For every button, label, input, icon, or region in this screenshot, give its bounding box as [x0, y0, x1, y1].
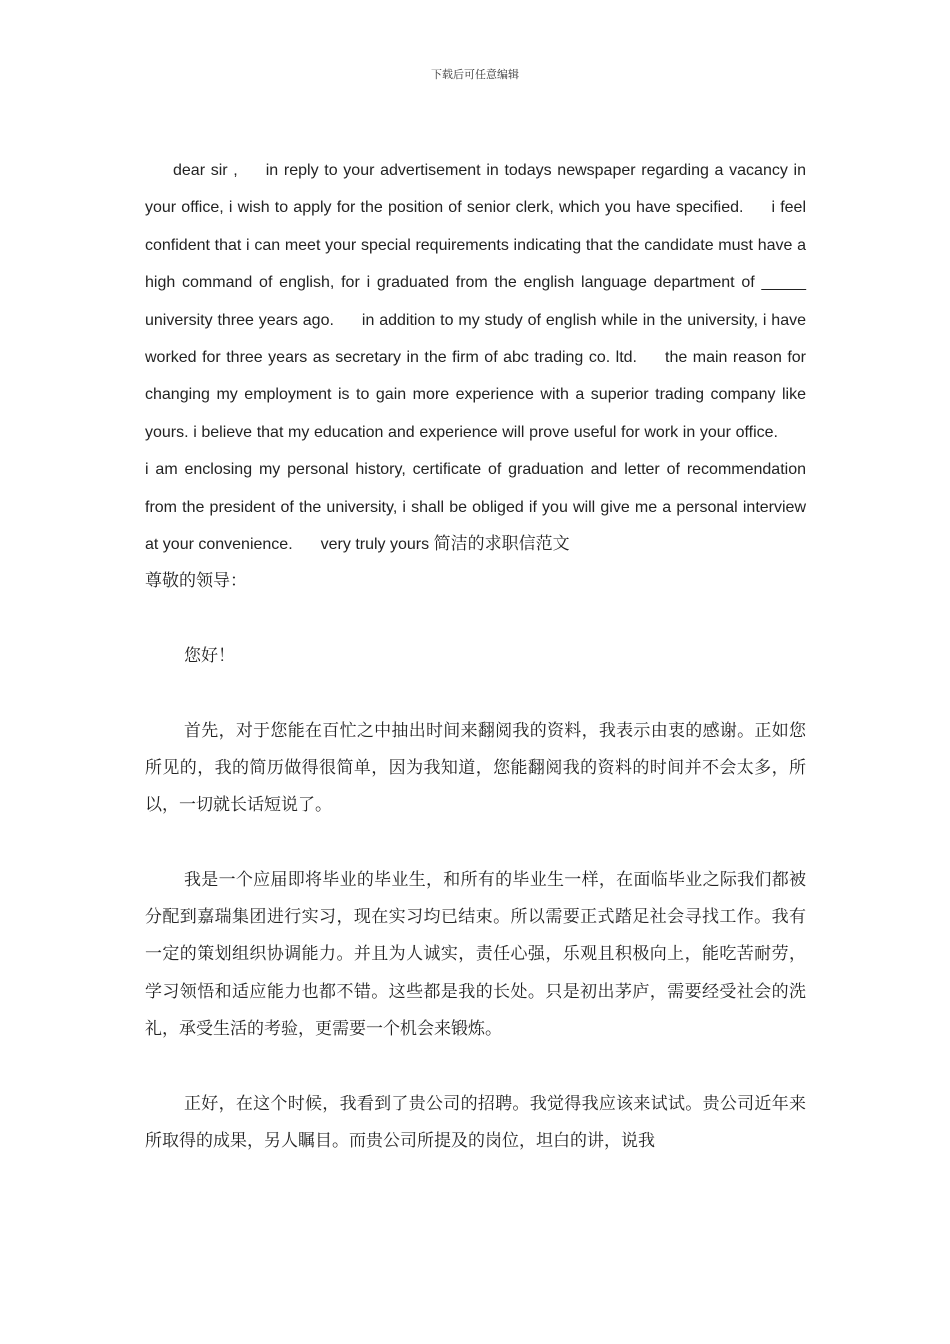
- chinese-paragraph-1: 首先，对于您能在百忙之中抽出时间来翻阅我的资料，我表示由衷的感谢。正如您所见的，我的简历做得很简单，因为我知道，您能翻阅我的资料的时间并不会太多，所以，一切就长话短说了。: [145, 720, 806, 816]
- english-greeting: dear sir ,: [173, 162, 238, 179]
- english-sentence-1: in reply to your advertisement in todays newspaper regarding a vacancy in your office, i wish to apply for the position of senior clerk, which you have specified.: [145, 162, 806, 217]
- english-letter: [145, 152, 806, 563]
- chinese-paragraph-2: 我是一个应届即将毕业的毕业生，和所有的毕业生一样，在面临毕业之际我们都被分配到嘉瑞集团进行实习，现在实习均已结束。所以需要正式踏足社会寻找工作。我有一定的策划组织协调能力。并且为人诚实，责任心强，乐观且积极向上，能吃苦耐劳，学习领悟和适应能力也都不错。这些都是我的长处。只是初出茅庐，需要经受社会的洗礼，承受生活的考验，更需要一个机会来锻炼。: [145, 869, 806, 1040]
- english-sentence-4: the main reason for changing my employment is to gain more experience with a superior trading company like yours. i believe that my education and experience will prove useful for work in your office.: [145, 349, 806, 441]
- english-sentence-3: in addition to my study of english while in the university, i have worked for three years as secretary in the firm of abc trading co. ltd.: [145, 311, 807, 367]
- english-sentence-2: i feel confident that i can meet your special requirements indicating that the candidate must have a high command of english, for i graduated from the english language department of _____ university three years ago.: [145, 199, 807, 329]
- chinese-salutation: 尊敬的领导：: [145, 571, 247, 592]
- document-body: [145, 152, 806, 1160]
- chinese-paragraph-3: 正好，在这个时候，我看到了贵公司的招聘。我觉得我应该来试试。贵公司近年来所取得的成果，另人瞩目。而贵公司所提及的岗位，坦白的讲，说我: [145, 1093, 806, 1151]
- english-sentence-5: i am enclosing my personal history, certificate of graduation and letter of recommendation from the president of the university, i shall be obliged if you will give me a personal interview at your convenience.: [145, 461, 806, 554]
- chinese-greeting: 您好！: [184, 646, 235, 667]
- header-note: 下载后可任意编辑: [431, 68, 519, 81]
- english-closing: very truly yours: [320, 536, 430, 554]
- section-title: 简洁的求职信范文: [433, 534, 570, 555]
